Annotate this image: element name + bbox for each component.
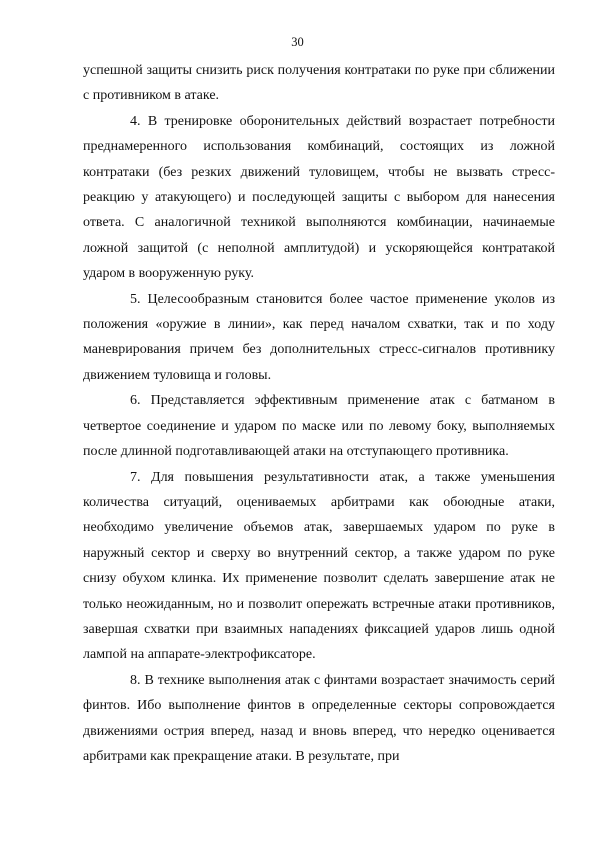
paragraph-item-4: 4. В тренировке оборонительных действий возрастает потребности преднамеренного использования комбинаций, состоящих из ложной контратаки (без резких движений туловищем, чтобы не вызвать стресс-реакцию у атакующего) и последующей защиты с выбором для нанесения ответа. С аналогичной техникой выполняются комбинации, начинаемые ложной защитой (с неполной амплитудой) и ускоряющейся контратакой ударом в вооруженную руку. <box>83 113 555 282</box>
paragraph-item-5: 5. Целесообразным становится более частое применение уколов из положения «оружие в линии», как перед началом схватки, так и по ходу маневрирования причем без дополнительных стресс-сигналов противнику движением туловища и головы. <box>83 291 555 383</box>
paragraph-continuation: успешной защиты снизить риск получения контратаки по руке при сближении с противником в атаке. <box>83 63 555 104</box>
paragraph-item-7: 7. Для повышения результативности атак, а также уменьшения количества ситуаций, оцениваемых арбитрами как обоюдные атаки, необходимо увеличение объемов атак, завершаемых ударом по руке в наружный сектор и сверху во внутренний сектор, а также ударом по руке снизу обухом клинка. Их применение позволит сделать завершение атак не только неожиданным, но и позволит опережать встречные атаки противников, завершая схватки при взаимных нападениях фиксацией ударов лишь одной лампой на аппарате-электрофиксаторе. <box>83 469 555 663</box>
paragraph-item-8: 8. В технике выполнения атак с финтами возрастает значимость серий финтов. Ибо выполнение финтов в определенные секторы сопровождается движениями острия вперед, назад и вновь вперед, что нередко оценивается арбитрами как прекращение атаки. В результате, при <box>83 672 555 764</box>
page-number: 30 <box>291 35 304 49</box>
paragraph-item-6: 6. Представляется эффективным применение атак с батманом в четвертое соединение и ударом по маске или по левому боку, выполняемых после длинной подготавливающей атаки на отступающего противника. <box>83 393 555 460</box>
document-body <box>83 58 555 769</box>
